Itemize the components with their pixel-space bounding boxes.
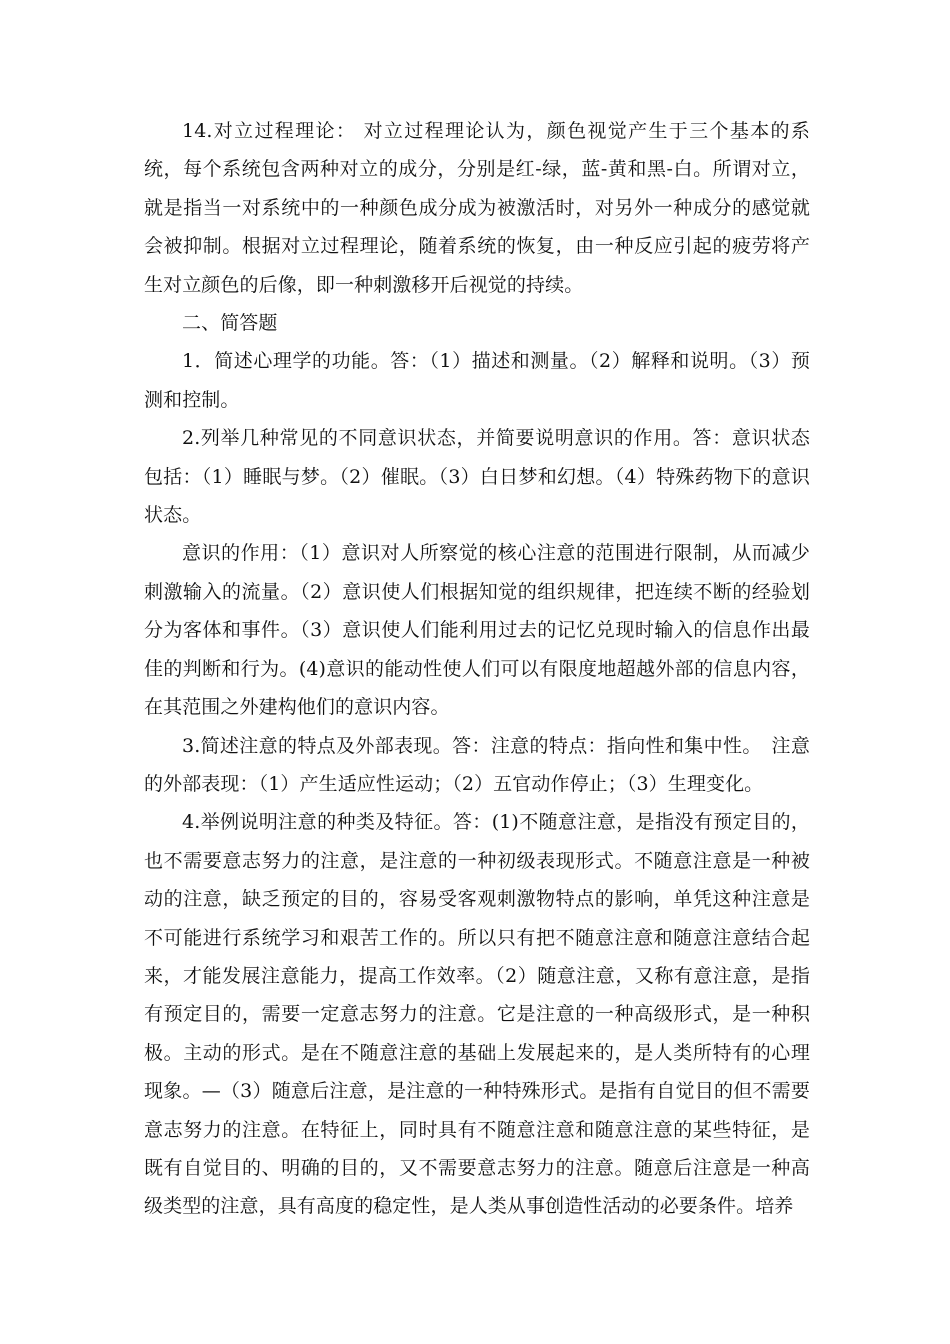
paragraph-opponent-process-theory: 14.对立过程理论： 对立过程理论认为，颜色视觉产生于三个基本的系统，每个系统包含两种对立的成分，分别是红-绿，蓝-黄和黑-白。所谓对立，就是指当一对系统中的一种颜色成分成为被激活时，对另外一种成分的感觉就会被抑制。根据对立过程理论，随着系统的恢复，由一种反应引起的疲劳将产生对立颜色的后像，即一种刺激移开后视觉的持续。 [144,120,810,296]
paragraph-question-1: 1．简述心理学的功能。答：（1）描述和测量。（2）解释和说明。（3）预测和控制。 [144,350,810,411]
paragraph-question-2: 2.列举几种常见的不同意识状态，并简要说明意识的作用。答：意识状态包括：（1）睡眠与梦。（2）催眠。（3）白日梦和幻想。（4）特殊药物下的意识状态。 [144,427,810,527]
paragraph-question-3: 3.简述注意的特点及外部表现。答：注意的特点：指向性和集中性。 注意的外部表现：（1）产生适应性运动；（2）五官动作停止；（3）生理变化。 [144,734,810,795]
document-body [144,112,810,1226]
paragraph-consciousness-function: 意识的作用：（1）意识对人所察觉的核心注意的范围进行限制，从而减少刺激输入的流量。（2）意识使人们根据知觉的组织规律，把连续不断的经验划分为客体和事件。（3）意识使人们能利用过去的记忆兑现时输入的信息作出最佳的判断和行为。(4)意识的能动性使人们可以有限度地超越外部的信息内容，在其范围之外建构他们的意识内容。 [144,542,810,719]
section-heading-short-answer: 二、简答题 [182,312,278,335]
paragraph-question-4: 4.举例说明注意的种类及特征。答：(1)不随意注意，是指没有预定目的，也不需要意志努力的注意，是注意的一种初级表现形式。不随意注意是一种被动的注意，缺乏预定的目的，容易受客观刺激物特点的影响，单凭这种注意是不可能进行系统学习和艰苦工作的。所以只有把不随意注意和随意注意结合起来，才能发展注意能力，提高工作效率。（2）随意注意，又称有意注意，是指有预定目的，需要一定意志努力的注意。它是注意的一种高级形式，是一种积极。主动的形式。是在不随意注意的基础上发展起来的，是人类所特有的心理现象。—（3）随意后注意，是注意的一种特殊形式。是指有自觉目的但不需要意志努力的注意。在特征上，同时具有不随意注意和随意注意的某些特征，是既有自觉目的、明确的目的，又不需要意志努力的注意。随意后注意是一种高级类型的注意，具有高度的稳定性，是人类从事创造性活动的必要条件。培养 [144,811,810,1218]
